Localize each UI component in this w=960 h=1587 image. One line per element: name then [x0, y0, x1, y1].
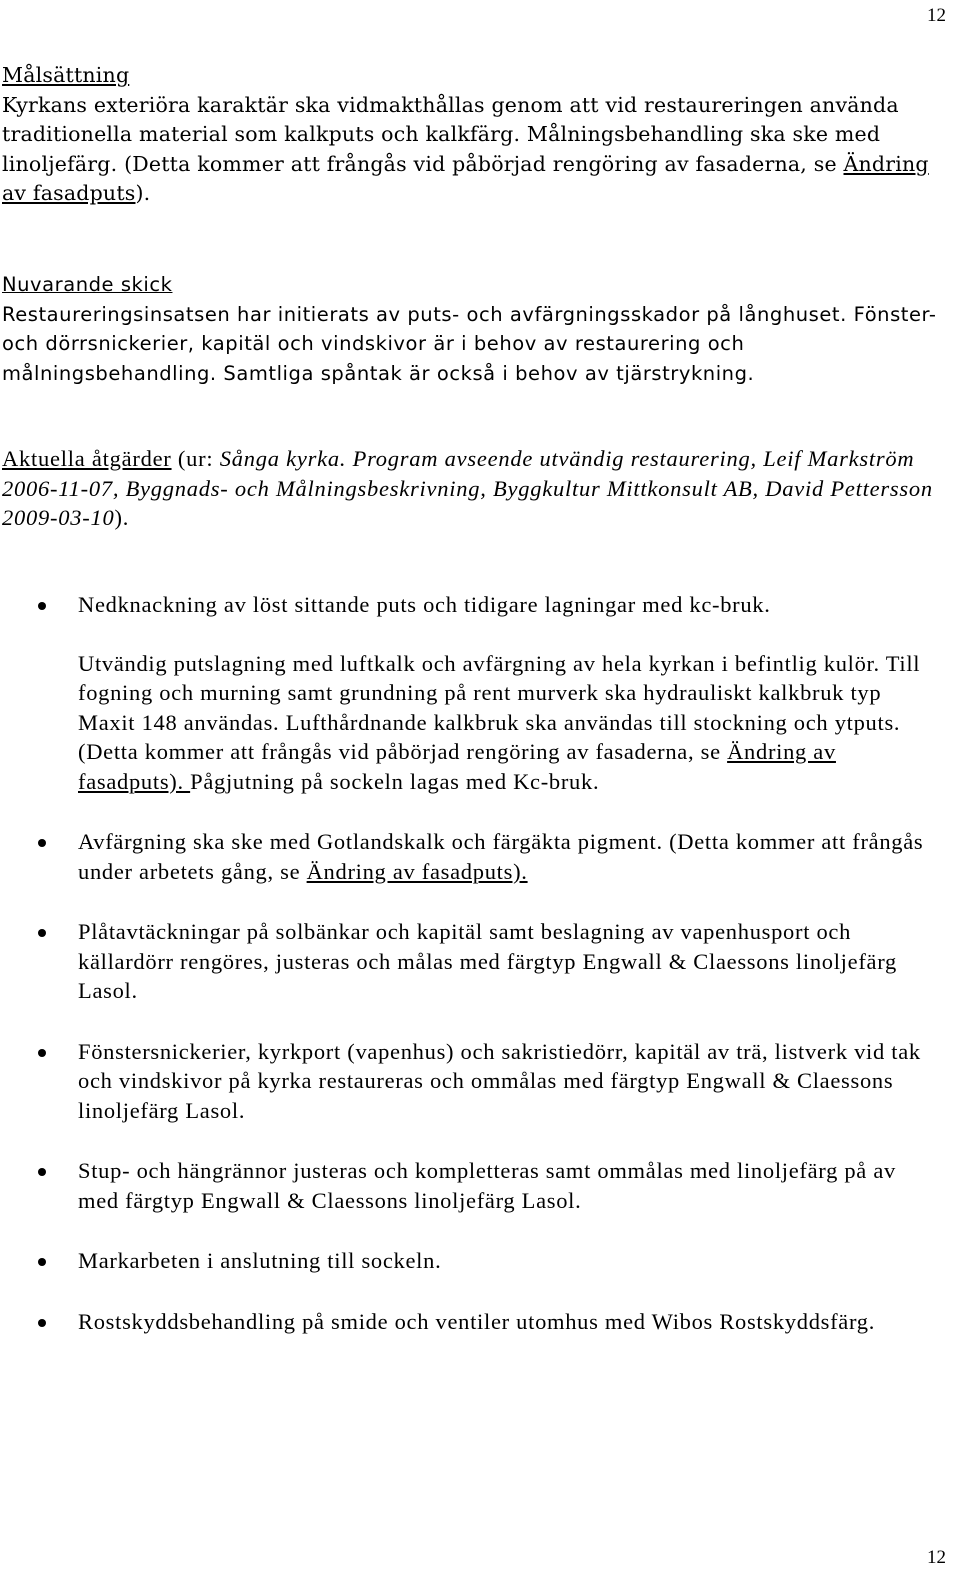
list-item: [0, 827, 942, 886]
section-paragraph: [2, 91, 942, 209]
source-reference: Sånga kyrka. Program avseende utvändig restaurering, Leif Markström 2006-11-07, Byggnads- och Målningsbeskrivning, Byggkultur Mittkonsult AB, David Pettersson 2009-03-10: [2, 446, 933, 530]
list-item: [0, 1307, 942, 1337]
bullet-icon: [38, 1049, 46, 1057]
bullet-icon: [38, 929, 46, 937]
list-item-text: Avfärgning ska ske med Gotlandskalk och färgäkta pigment. (Detta kommer att frångås under arbetets gång, se: [78, 829, 924, 884]
bullet-icon: [38, 1168, 46, 1176]
measures-list: [0, 590, 942, 1336]
list-item: [0, 1156, 942, 1215]
list-item-text: Rostskyddsbehandling på smide och ventiler utomhus med Wibos Rostskyddsfärg.: [78, 1308, 876, 1334]
list-item-text: Utvändig putslagning med luftkalk och avfärgning av hela kyrkan i befintlig kulör. Till fogning och murning samt grundning på rent murverk ska hydrauliskt kalkbruk typ Maxit 148 användas. Lufthårdnande kalkbruk ska användas till stockning och ytputs. (Detta kommer att frångås vid påbörjad rengöring av fasaderna, se: [78, 650, 921, 764]
page-number-bottom: 12: [927, 1547, 946, 1568]
section-heading: Nuvarande skick: [2, 273, 173, 296]
section-malsattning: [2, 61, 942, 209]
section-aktuella-atgarder: [2, 444, 942, 533]
bullet-icon: [38, 1258, 46, 1266]
list-item: [0, 917, 942, 1006]
paragraph-text: ).: [135, 181, 151, 205]
section-nuvarande-skick: [2, 270, 942, 388]
bullet-icon: [38, 1319, 46, 1327]
section-heading: Aktuella åtgärder: [2, 446, 172, 471]
list-item: [0, 1246, 942, 1276]
list-item-text: Stup- och hängrännor justeras och kompletteras samt ommålas med linoljefärg på av med färgtyp Engwall & Claessons linoljefärg Lasol.: [78, 1158, 896, 1213]
list-item-text: Fönstersnickerier, kyrkport (vapenhus) och sakristiedörr, kapitäl av trä, listverk vid tak och vindskivor på kyrka restaureras och ommålas med färgtyp Engwall & Claessons linoljefärg Lasol.: [78, 1038, 921, 1123]
paragraph-text: Kyrkans exteriöra karaktär ska vidmakthållas genom att vid restaureringen använda traditionella material som kalkputs och kalkfärg. Målningsbehandling ska ske med linoljefärg. (Detta kommer att frångås vid påbörjad rengöring av fasaderna, se: [2, 92, 899, 176]
reference-link-fasadputs[interactable]: Ändring av fasadputs).: [78, 739, 836, 794]
page-number-top: 12: [927, 5, 946, 26]
list-item-text: Nedknackning av löst sittande puts och tidigare lagningar med kc-bruk.: [78, 592, 771, 617]
list-item: [0, 1037, 942, 1126]
section-heading-line: [2, 444, 942, 533]
source-suffix: ).: [114, 505, 130, 530]
section-paragraph: Restaureringsinsatsen har initierats av puts- och avfärgningsskador på långhuset. Fönster- och dörrsnickerier, kapitäl och vindskivor är i behov av restaurering och målningsbehandling. Samtliga spåntak är också i behov av tjärstrykning.: [2, 302, 937, 385]
reference-link-fasadputs[interactable]: Ändring av fasadputs).: [306, 858, 528, 884]
bullet-icon: [38, 602, 46, 610]
bullet-icon: [38, 839, 46, 847]
section-heading: Målsättning: [2, 63, 130, 87]
reference-link-fasadputs[interactable]: Ändring av fasadputs: [2, 151, 929, 205]
list-item-text: Pågjutning på sockeln lagas med Kc-bruk.: [190, 768, 600, 794]
list-item-text: Markarbeten i anslutning till sockeln.: [78, 1248, 442, 1273]
source-prefix: (ur:: [171, 446, 220, 471]
list-item-text: Plåtavtäckningar på solbänkar och kapitäl samt beslagning av vapenhusport och källardörr rengöres, justeras och målas med färgtyp Engwall & Claessons linoljefärg Lasol.: [78, 919, 897, 1003]
list-item: [0, 590, 942, 620]
list-item: [0, 649, 942, 797]
